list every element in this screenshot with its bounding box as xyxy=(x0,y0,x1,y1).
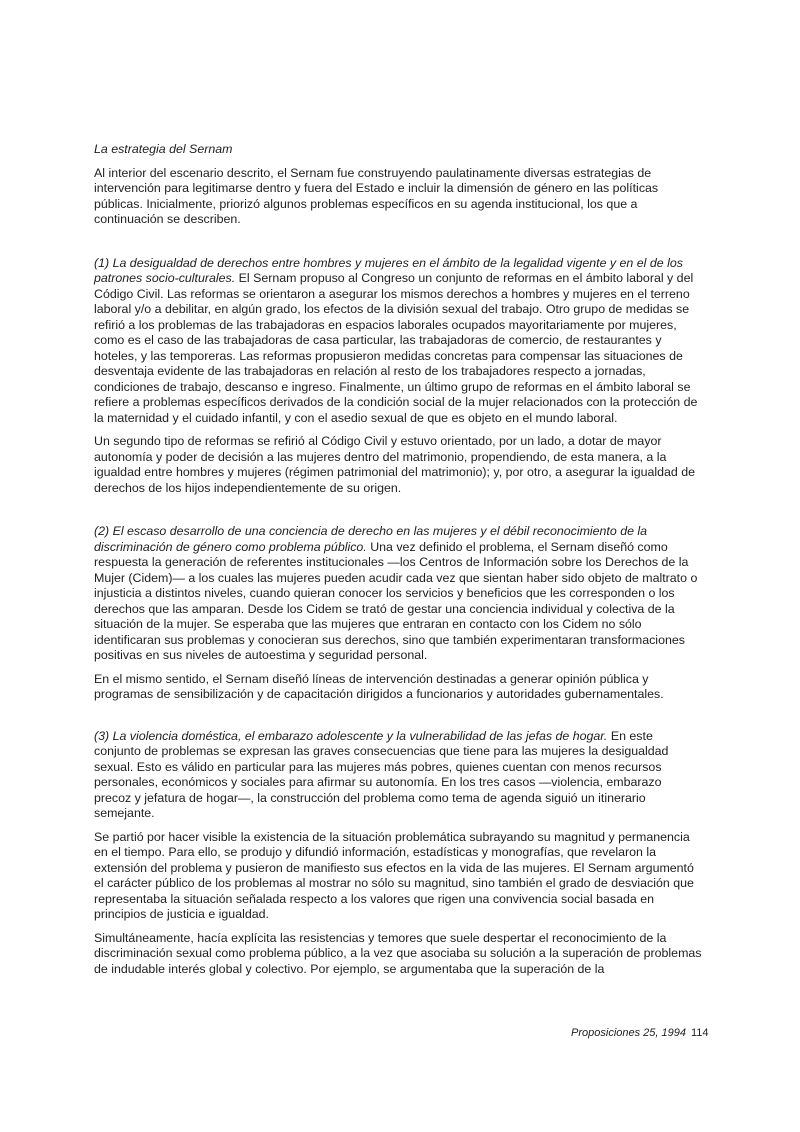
section-title: La estrategia del Sernam xyxy=(94,142,233,156)
point-3-lead: (3) La violencia doméstica, el embarazo adolescente y la vulnerabilidad de las jefas de hogar. xyxy=(94,728,608,743)
journal-citation: Proposiciones 25, 1994 xyxy=(571,1027,686,1039)
page-number: 114 xyxy=(691,1027,709,1039)
point-2-body: Una vez definido el problema, el Sernam diseñó como respuesta la generación de referentes institucionales —los Centros de Información sobre los Derechos de la Mujer (Cidem)— a los cuales las mujeres pueden acudir cada vez que sientan haber sido objeto de maltrato o injusticia a distintos niveles, cuando quieran conocer los servicios y beneficios que les corresponden o los derechos que las amparan. Desde los Cidem se trató de gestar una conciencia individual y colectiva de la situación de la mujer. Se esperaba que las mujeres que entraran en contacto con los Cidem no sólo identificaran sus problemas y conocieran sus derechos, sino que también experimentaran transformaciones positivas en sus niveles de autoestima y seguridad personal. xyxy=(94,539,698,662)
intro-paragraph: Al interior del escenario descrito, el Sernam fue construyendo paulatinamente diversas estrategias de intervención para legitimarse dentro y fuera del Estado e incluir la dimensión de género en las políticas públicas. Inicialmente, priorizó algunos problemas específicos en su agenda institucional, los que a continuación se describen. xyxy=(94,165,659,226)
point-1-second-paragraph: Un segundo tipo de reformas se refirió al Código Civil y estuvo orientado, por un lado, a dotar de mayor autonomía y poder de decisión a las mujeres dentro del matrimonio, propendiendo, de esta manera, a la igualdad entre hombres y mujeres (régimen patrimonial del matrimonio); y, por otro, a asegurar la igualdad de derechos de los hijos independientemente de su origen. xyxy=(94,434,696,495)
point-3-body: En este conjunto de problemas se expresan las graves consecuencias que tiene para las mujeres la desigualdad sexual. Esto es válido en particular para las mujeres más pobres, quienes cuentan con menos recursos personales, económicos y sociales para afirmar su autonomía. En los tres casos —violencia, embarazo precoz y jefatura de hogar—, la construcción del problema como tema de agenda siguió un itinerario semejante. xyxy=(94,728,669,820)
point-1-body: El Sernam propuso al Congreso un conjunto de reformas en el ámbito laboral y del Código Civil. Las reformas se orientaron a asegurar los mismos derechos a hombres y mujeres en el terreno laboral y/o a debilitar, en algún grado, los efectos de la división sexual del trabajo. Otro grupo de medidas se refirió a los problemas de las trabajadoras en espacios laborales ocupados mayoritariamente por mujeres, como es el caso de las trabajadoras de casa particular, las trabajadoras de comercio, de restaurantes y hoteles, y las temporeras. Las reformas propusieron medidas concretas para compensar las situaciones de desventaja evidente de las trabajadoras en relación al resto de los trabajadores respecto a jornadas, condiciones de trabajo, descanso e ingreso. Finalmente, un último grupo de reformas en el ámbito laboral se refiere a problemas específicos derivados de la condición social de la mujer relacionados con la protección de la maternidad y el cuidado infantil, y con el asedio sexual de que es objeto en el mundo laboral. xyxy=(94,271,698,425)
point-3-second-paragraph: Se partió por hacer visible la existencia de la situación problemática subrayando su magnitud y permanencia en el tiempo. Para ello, se produjo y difundió información, estadísticas y monografías, que revelaron la extensión del problema y pusieron de manifiesto sus efectos en la vida de las mujeres. El Sernam argumentó el carácter público de los problemas al mostrar no sólo su magnitud, sino también el grado de desviación que representaba la situación señalada respecto a los valores que rigen una convivencia social basada en principios de justicia e igualdad. xyxy=(94,829,694,921)
point-1-paragraph xyxy=(94,256,702,427)
point-2-lead: (2) El escaso desarrollo de una conciencia de derecho en las mujeres y el débil reconocimiento de la discriminación de género como problema público. xyxy=(94,524,648,554)
point-1-lead: (1) La desigualdad de derechos entre hombres y mujeres en el ámbito de la legalidad vigente y en el de los patrones socio-culturales. xyxy=(94,255,683,285)
article-body xyxy=(94,142,702,985)
point-2-second-paragraph: En el mismo sentido, el Sernam diseñó líneas de intervención destinadas a generar opinión pública y programas de sensibilización y de capacitación dirigidos a funcionarios y autoridades gubernamentales. xyxy=(94,671,664,701)
point-3-paragraph xyxy=(94,729,702,822)
point-3-third-paragraph: Simultáneamente, hacía explícita las resistencias y temores que suele despertar el reconocimiento de la discriminación sexual como problema público, a la vez que asociaba su solución a la superación de problemas de indudable interés global y colectivo. Por ejemplo, se argumentaba que la superación de la xyxy=(94,930,702,976)
point-2-paragraph xyxy=(94,524,702,664)
